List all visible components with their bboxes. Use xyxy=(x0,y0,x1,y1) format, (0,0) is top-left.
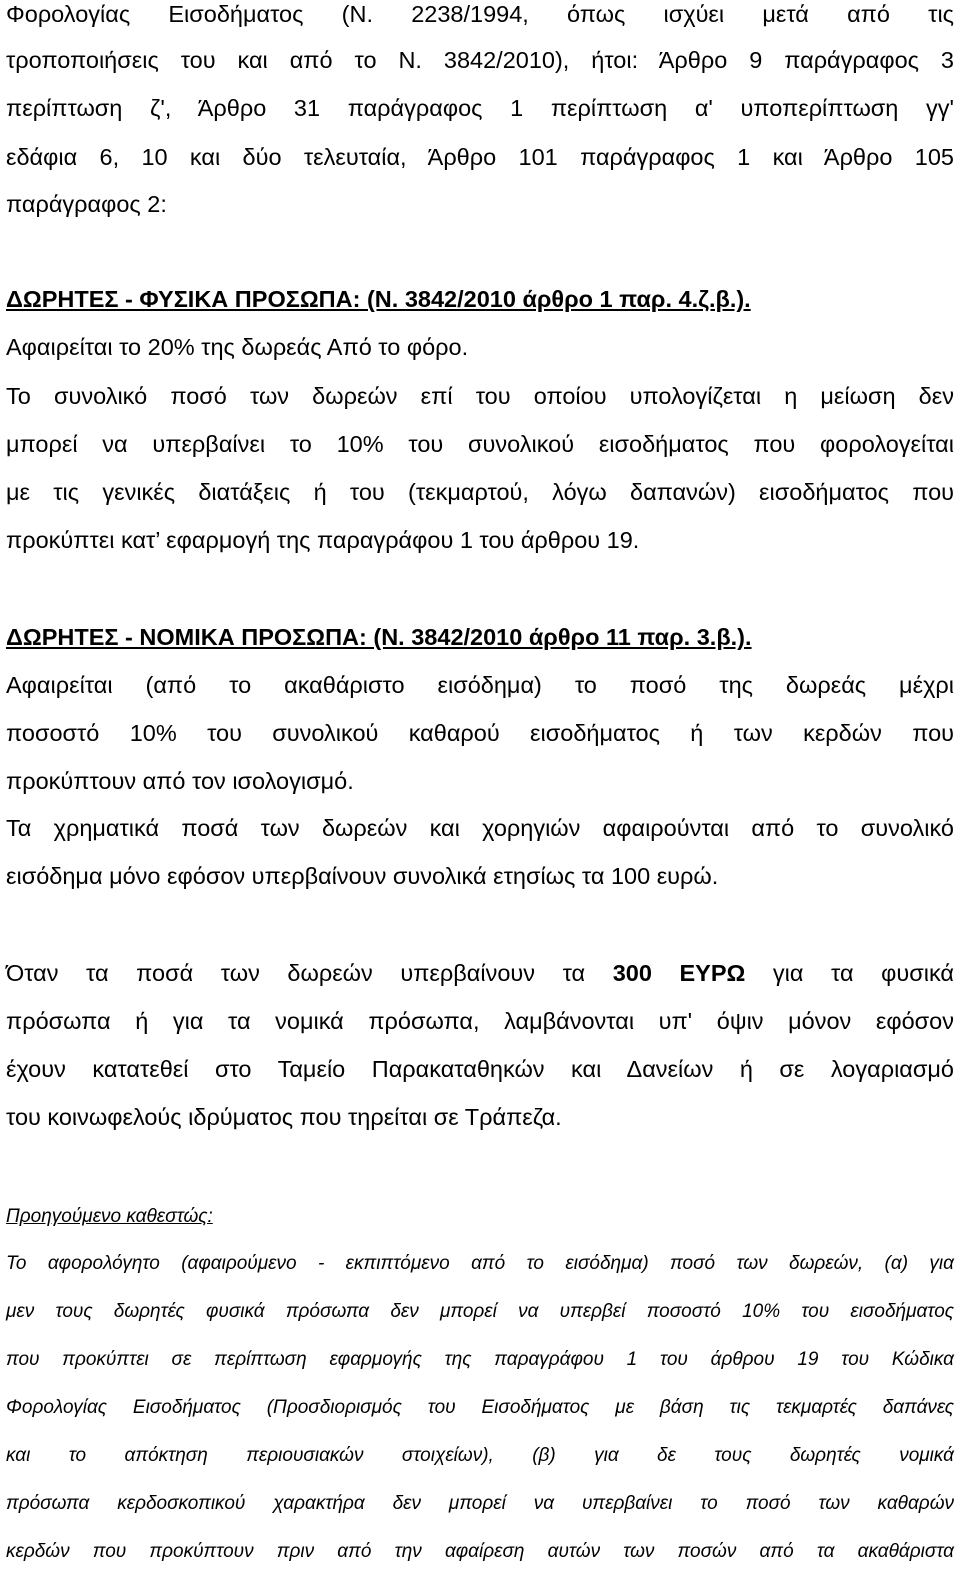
previous-regime-line: Φορολογίας Εισοδήματος (Προσδιορισμός του Εισοδήματος με βάση τις τεκμαρτές δαπάνες xyxy=(6,1397,954,1418)
threshold-line: πρόσωπα ή για τα νομικά πρόσωπα, λαμβάνονται υπ' όψιν μόνον εφόσον xyxy=(6,1008,954,1034)
legal-persons-line: Αφαιρείται (από το ακαθάριστο εισόδημα) το ποσό της δωρεάς μέχρι xyxy=(6,672,954,698)
section-heading-previous-regime: Προηγούμενο καθεστώς: xyxy=(6,1206,213,1227)
intro-line: παράγραφος 2: xyxy=(6,191,167,217)
previous-regime-line: Το αφορολόγητο (αφαιρούμενο - εκπιπτόμενο από το εισόδημα) ποσό των δωρεών, (α) για xyxy=(6,1253,954,1274)
previous-regime-line: κερδών που προκύπτουν πριν από την αφαίρεση αυτών των ποσών από τα ακαθάριστα xyxy=(6,1541,954,1562)
legal-persons-line: προκύπτουν από τον ισολογισμό. xyxy=(6,768,354,794)
threshold-line: του κοινωφελούς ιδρύματος που τηρείται σε Τράπεζα. xyxy=(6,1104,562,1130)
legal-persons-line: Τα χρηματικά ποσά των δωρεών και χορηγιών αφαιρούνται από το συνολικό xyxy=(6,815,954,841)
previous-regime-line: που προκύπτει σε περίπτωση εφαρμογής της παραγράφου 1 του άρθρου 19 του Κώδικα xyxy=(6,1349,954,1370)
previous-regime-line: μεν τους δωρητές φυσικά πρόσωπα δεν μπορεί να υπερβεί ποσοστό 10% του εισοδήματος xyxy=(6,1301,954,1322)
natural-persons-line: με τις γενικές διατάξεις ή του (τεκμαρτού, λόγω δαπανών) εισοδήματος που xyxy=(6,479,954,505)
threshold-text: Όταν τα ποσά των δωρεών υπερβαίνουν τα xyxy=(6,960,613,986)
intro-line: Φορολογίας Εισοδήματος (Ν. 2238/1994, όπως ισχύει μετά από τις xyxy=(6,1,954,27)
natural-persons-line: μπορεί να υπερβαίνει το 10% του συνολικού εισοδήματος που φορολογείται xyxy=(6,431,954,457)
intro-line: εδάφια 6, 10 και δύο τελευταία, Άρθρο 101 παράγραφος 1 και Άρθρο 105 xyxy=(6,144,954,170)
section-heading-legal-persons: ΔΩΡΗΤΕΣ - ΝΟΜΙΚΑ ΠΡΟΣΩΠΑ: (Ν. 3842/2010 άρθρο 11 παρ. 3.β.). xyxy=(6,624,752,650)
natural-persons-line: Αφαιρείται το 20% της δωρεάς Από το φόρο. xyxy=(6,334,469,360)
intro-line: περίπτωση ζ', Άρθρο 31 παράγραφος 1 περίπτωση α' υποπερίπτωση γγ' xyxy=(6,95,954,121)
intro-line: τροποποιήσεις του και από το Ν. 3842/2010), ήτοι: Άρθρο 9 παράγραφος 3 xyxy=(6,47,954,73)
legal-persons-line: ποσοστό 10% του συνολικού καθαρού εισοδήματος ή των κερδών που xyxy=(6,720,954,746)
section-heading-natural-persons: ΔΩΡΗΤΕΣ - ΦΥΣΙΚΑ ΠΡΟΣΩΠΑ: (Ν. 3842/2010 άρθρο 1 παρ. 4.ζ.β.). xyxy=(6,286,751,312)
previous-regime-line: και το απόκτηση περιουσιακών στοιχείων), (β) για δε τους δωρητές νομικά xyxy=(6,1445,954,1466)
threshold-line xyxy=(6,958,954,988)
threshold-text: για τα φυσικά xyxy=(745,960,955,986)
threshold-amount: 300 ΕΥΡΩ xyxy=(612,960,746,986)
natural-persons-line: Το συνολικό ποσό των δωρεών επί του οποίου υπολογίζεται η μείωση δεν xyxy=(6,383,954,409)
natural-persons-line: προκύπτει κατ’ εφαρμογή της παραγράφου 1 του άρθρου 19. xyxy=(6,527,640,553)
threshold-line: έχουν κατατεθεί στο Ταμείο Παρακαταθηκών και Δανείων ή σε λογαριασμό xyxy=(6,1056,954,1082)
legal-persons-line: εισόδημα μόνο εφόσον υπερβαίνουν συνολικά ετησίως τα 100 ευρώ. xyxy=(6,863,719,889)
previous-regime-line: πρόσωπα κερδοσκοπικού χαρακτήρα δεν μπορεί να υπερβαίνει το ποσό των καθαρών xyxy=(6,1493,954,1514)
